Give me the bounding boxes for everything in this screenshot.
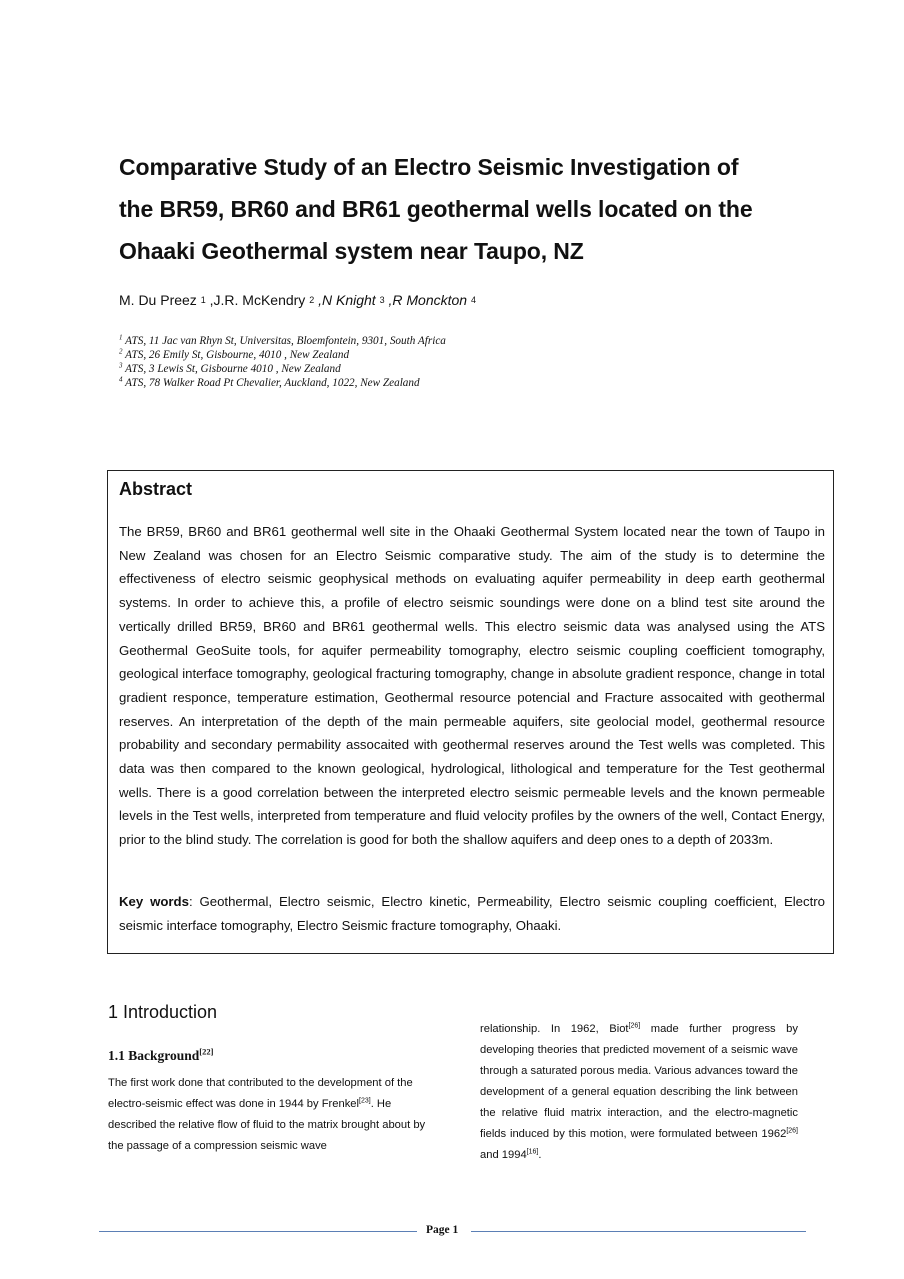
author-affiliation-mark: 1 (200, 295, 206, 305)
body-column-right (480, 1019, 798, 1166)
affiliation-text: ATS, 3 Lewis St, Gisbourne 4010 , New Zealand (125, 363, 341, 375)
paper-title (119, 146, 839, 272)
abstract-heading: Abstract (119, 479, 193, 499)
body-column-left (108, 1073, 430, 1157)
abstract-text: The BR59, BR60 and BR61 geothermal well site in the Ohaaki Geothermal System located near the town of Taupo in New Zealand was chosen for an Electro Seismic comparative study. The aim of the study is to determine the effectiveness of electro seismic geophysical methods on evaluating aquifer permeability in deep earth geothermal systems. In order to achieve this, a profile of electro seismic soundings were done on a blind test site around the vertically drilled BR59, BR60 and BR61 geothermal wells. This electro seismic data was analysed using the ATS Geothermal GeoSuite tools, for aquifer permeability tomography, electro seismic coupling coefficient tomography, geological interface tomography, geological fracturing tomography, change in absolute gradient responce, change in total gradient responce, temperature estimation, Geothermal resource potencial and Fracture assocaited with geothermal reserves. An interpretation of the depth of the main permeable aquifers, site geolocial model, geothermal resource probability and secondary permability assocaited with geothermal reserves around the Test wells was completed. This data was then compared to the known geological, hydrological, lithological and temperature for the Test geothermal wells. There is a good correlation between the interpreted electro seismic permeable levels and the known permeable levels in the Test wells, interpreted from temperature and fluid velocity profiles by the owners of the well, Contact Energy, prior to the blind study. The correlation is good for both the shallow aquifers and deep ones to a depth of 2033m. (119, 524, 825, 848)
affiliation-mark: 4 (119, 375, 123, 384)
citation-ref: [16] (526, 1148, 539, 1156)
footer-rule-right (471, 1231, 806, 1232)
citation-ref: [26] (786, 1127, 798, 1135)
author-name: ,J.R. McKendry (209, 292, 306, 308)
body-text: made further progress by developing theories that predicted movement of a seismic wave through a saturated porous media. Various advances toward the development of a general equation describing the link between the relative fluid matrix interaction, and the electro-magnetic fields induced by this motion, were formulated between 1962 (480, 1023, 798, 1140)
body-text: . He described the relative flow of fluid to the matrix brought about by the passage of a compression seismic wave (108, 1098, 426, 1152)
body-text: relationship. In 1962, Biot (480, 1023, 629, 1035)
affiliation-text: ATS, 26 Emily St, Gisbourne, 4010 , New Zealand (125, 349, 350, 361)
keywords-text: : Geothermal, Electro seismic, Electro kinetic, Permeability, Electro seismic coupling coefficient, Electro seismic interface tomography, Electro Seismic fracture tomography, Ohaaki. (119, 894, 825, 933)
affiliation (119, 334, 446, 348)
footer-rule-left (99, 1231, 417, 1232)
citation-ref: [23] (359, 1097, 371, 1105)
page-number: Page 1 (426, 1224, 459, 1236)
affiliation-mark: 3 (119, 361, 123, 370)
author-name: ,N Knight (318, 292, 376, 308)
section-heading-introduction: 1 Introduction (108, 1002, 218, 1022)
affiliation-text: ATS, 78 Walker Road Pt Chevalier, Auckland, 1022, New Zealand (125, 377, 420, 389)
body-text: . (538, 1149, 542, 1161)
author-list (119, 292, 476, 308)
body-text: The first work done that contributed to the development of the electro-seismic effect was done in 1944 by Frenkel (108, 1077, 413, 1110)
affiliation-list (119, 334, 446, 390)
affiliation-text: ATS, 11 Jac van Rhyn St, Universitas, Bloemfontein, 9301, South Africa (125, 335, 446, 347)
title-line-3: Ohaaki Geothermal system near Taupo, NZ (119, 238, 584, 264)
author-affiliation-mark: 4 (470, 295, 476, 305)
affiliation (119, 348, 446, 362)
affiliation (119, 362, 446, 376)
body-text: and 1994 (480, 1149, 527, 1161)
affiliation (119, 376, 446, 390)
keywords-label: Key words (119, 894, 189, 909)
keywords (119, 890, 825, 937)
subsection-heading-text: 1.1 Background (108, 1048, 200, 1063)
affiliation-mark: 2 (119, 347, 123, 356)
title-line-2: the BR59, BR60 and BR61 geothermal wells located on the (119, 196, 753, 222)
abstract-box (107, 470, 834, 954)
citation-ref: [22] (199, 1046, 214, 1057)
author-name: ,R Monckton (388, 292, 468, 308)
title-line-1: Comparative Study of an Electro Seismic Investigation of (119, 154, 739, 180)
author-affiliation-mark: 2 (309, 295, 315, 305)
subsection-heading-background (108, 1048, 213, 1064)
affiliation-mark: 1 (119, 333, 123, 342)
citation-ref: [26] (628, 1022, 641, 1030)
author-name: M. Du Preez (119, 292, 197, 308)
author-affiliation-mark: 3 (379, 295, 385, 305)
